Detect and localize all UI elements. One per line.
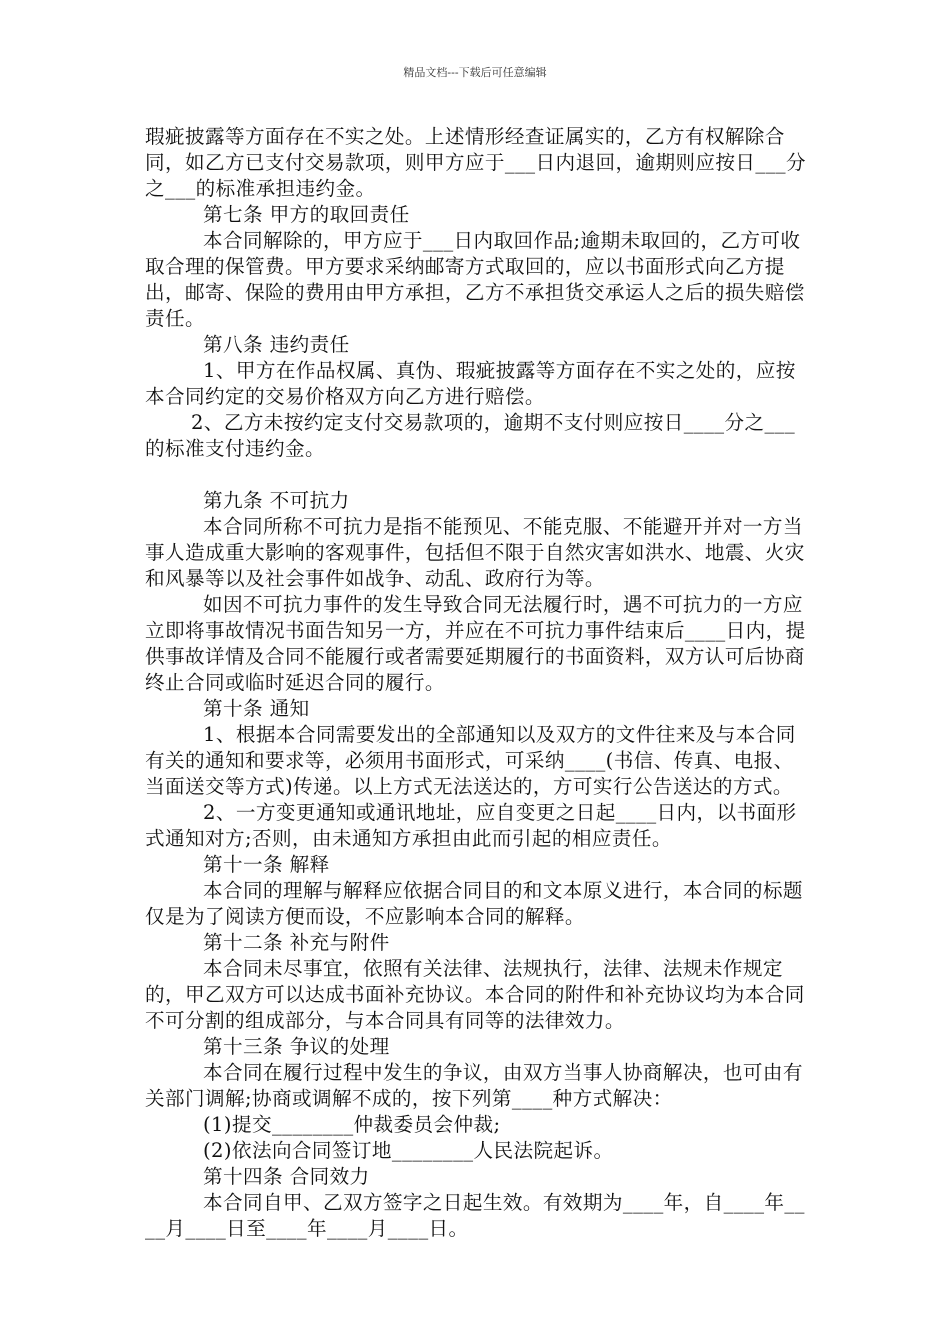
article-title: 第八条 违约责任: [203, 333, 350, 356]
paragraph: 本合同自甲、乙双方签字之日起生效。有效期为____年，自____年____月____日至____年____月____日。: [145, 1191, 805, 1240]
paragraph: 本合同在履行过程中发生的争议，由双方当事人协商解决，也可由有关部门调解;协商或调解不成的，按下列第____种方式解决：: [145, 1061, 803, 1110]
paragraph: 本合同的理解与解释应依据合同目的和文本原义进行，本合同的标题仅是为了阅读方便而设，不应影响本合同的解释。: [145, 879, 803, 928]
article-title: 第十一条 解释: [203, 853, 330, 876]
article-title: 第十四条 合同效力: [203, 1165, 370, 1188]
paragraph: 瑕疵披露等方面存在不实之处。上述情形经查证属实的，乙方有权解除合同，如乙方已支付交易款项，则甲方应于___日内退回，逾期则应按日___分之___的标准承担违约金。: [145, 125, 806, 200]
document-body: [145, 124, 810, 1242]
list-item: (1)提交________仲裁委员会仲裁;: [203, 1113, 501, 1136]
blank-line: [145, 462, 810, 488]
article-title: 第十三条 争议的处理: [203, 1035, 390, 1058]
article-title: 第十条 通知: [203, 697, 310, 720]
paragraph: 本合同所称不可抗力是指不能预见、不能克服、不能避开并对一方当事人造成重大影响的客观事件，包括但不限于自然灾害如洪水、地震、火灾和风暴等以及社会事件如战争、动乱、政府行为等。: [145, 515, 805, 590]
article-title: 第十二条 补充与附件: [203, 931, 390, 954]
paragraph: 本合同解除的，甲方应于___日内取回作品;逾期未取回的，乙方可收取合理的保管费。甲方要求采纳邮寄方式取回的，应以书面形式向乙方提出，邮寄、保险的费用由甲方承担，乙方不承担货交承运人之后的损失赔偿责任。: [145, 229, 805, 330]
paragraph: 1、根据本合同需要发出的全部通知以及双方的文件往来及与本合同有关的通知和要求等，必须用书面形式，可采纳____(书信、传真、电报、当面送交等方式)传递。以上方式无法送达的，方可实行公告送达的方式。: [145, 723, 796, 798]
paragraph: 如因不可抗力事件的发生导致合同无法履行时，遇不可抗力的一方应立即将事故情况书面告知另一方，并应在不可抗力事件结束后____日内，提供事故详情及合同不能履行或者需要延期履行的书面资料，双方认可后协商终止合同或临时延迟合同的履行。: [145, 593, 806, 694]
paragraph: 本合同未尽事宜，依照有关法律、法规执行，法律、法规未作规定的，甲乙双方可以达成书面补充协议。本合同的附件和补充协议均为本合同不可分割的组成部分，与本合同具有同等的法律效力。: [145, 957, 805, 1032]
paragraph: 2、一方变更通知或通讯地址，应自变更之日起____日内，以书面形式通知对方;否则，由未通知方承担由此而引起的相应责任。: [145, 801, 797, 850]
list-item: (2)依法向合同签订地________人民法院起诉。: [203, 1139, 614, 1162]
article-title: 第七条 甲方的取回责任: [203, 203, 410, 226]
article-title: 第九条 不可抗力: [203, 489, 350, 512]
paragraph: 2、乙方未按约定支付交易款项的，逾期不支付则应按日____分之___的标准支付违约金。: [145, 411, 796, 460]
page-header: 精品文档---下载后可任意编辑: [403, 66, 547, 79]
paragraph: 1、甲方在作品权属、真伪、瑕疵披露等方面存在不实之处的，应按本合同约定的交易价格双方向乙方进行赔偿。: [145, 359, 796, 408]
